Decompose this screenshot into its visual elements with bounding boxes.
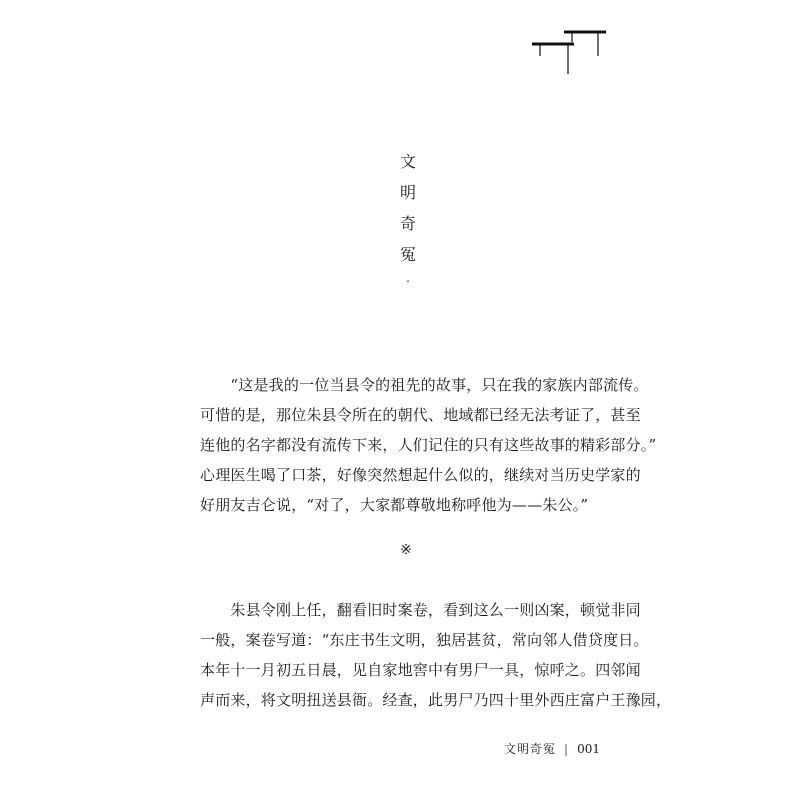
text-line: 声而来，将文明扭送县衙。经查，此男尸乃四十里外西庄富户王豫园， — [200, 691, 672, 709]
footer-separator: | — [564, 742, 570, 756]
title-char: 奇 — [399, 214, 416, 233]
text-line: 心理医生喝了口茶，好像突然想起什么似的，继续对当历史学家的 — [200, 466, 641, 484]
title-char: 文 — [399, 152, 416, 171]
section-separator: ※ — [400, 542, 412, 558]
title-char: 冤 — [399, 245, 416, 264]
page-number: 001 — [577, 742, 600, 756]
page-footer — [504, 741, 600, 757]
title-dash: - — [406, 276, 410, 287]
paragraph-intro — [200, 370, 657, 520]
text-line: “这是我的一位当县令的祖先的故事，只在我的家族内部流传。 — [200, 376, 649, 394]
text-line: 一般，案卷写道：“东庄书生文明，独居甚贫，常向邻人借贷度日。 — [200, 631, 649, 649]
title-char: 明 — [399, 183, 416, 202]
chapter-title — [398, 146, 418, 288]
text-line: 连他的名字都没有流传下来，人们记住的只有这些故事的精彩部分。” — [200, 436, 657, 454]
text-line: 好朋友吉仑说，“对了，大家都尊敬地称呼他为——朱公。” — [200, 496, 589, 514]
text-line: 本年十一月初五日晨，见自家地窖中有男尸一具，惊呼之。四邻闻 — [200, 661, 641, 679]
eave-ornament-icon — [528, 22, 608, 78]
text-line: 朱县令刚上任，翻看旧时案卷，看到这么一则凶案，顿觉非同 — [200, 601, 641, 619]
footer-chapter-title: 文明奇冤 — [504, 742, 557, 756]
paragraph-case — [200, 595, 672, 715]
text-line: 可惜的是，那位朱县令所在的朝代、地域都已经无法考证了，甚至 — [200, 406, 641, 424]
